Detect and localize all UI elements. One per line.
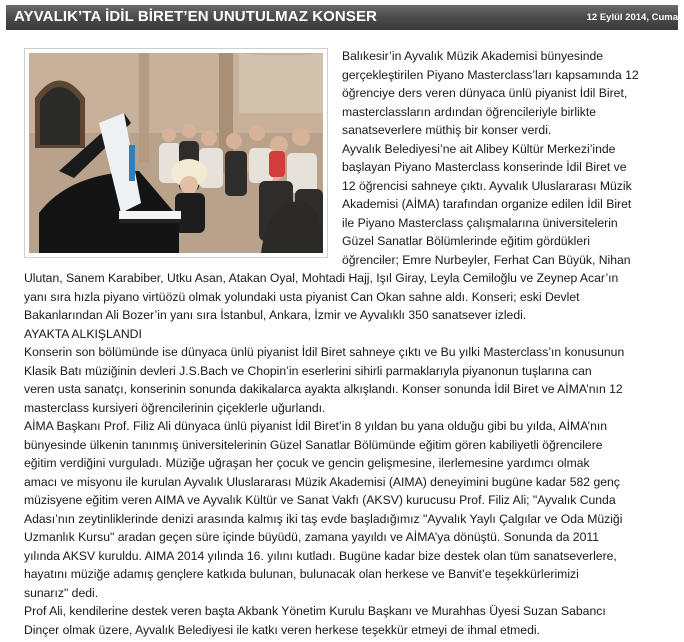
article-line: ile Piyano Masterclass çalışmalarına üniversitelerin — [342, 215, 618, 230]
article-line: müzisyene eğitim veren AIMA ve Ayvalık Kültür ve Sanat Vakfı (AKSV) kurucusu Prof. Filiz Ali; "Ayvalık Cunda — [24, 493, 616, 507]
article-line: öğrenciye ders veren dünyaca ünlü piyanist İdil Biret, — [342, 86, 628, 100]
article-line: gerçekleştirilen Piyano Masterclass’ları kapsamında 12 — [342, 67, 639, 82]
article-line: sunarız" dedi. — [24, 585, 99, 600]
article-line: Ayvalık Belediyesi’ne ait Alibey Kültür Merkezi’inde — [342, 141, 616, 156]
article-line: başlayan Piyano Masterclass konserinde İdil Biret ve — [342, 160, 627, 174]
article-line: Prof Ali, kendilerine destek veren başta Akbank Yönetim Kurulu Başkanı ve Murahhas Üyesi Suzan Sabancı — [24, 604, 606, 618]
article-line: hayatını müziğe adamış gençlere katkıda bulunan, bulunacak olan herkese ve Banvit’e teşekkürlerimizi — [24, 567, 579, 581]
article-line: AİMA Başkanı Prof. Filiz Ali dünyaca ünlü piyanist İdil Biret’in 8 yıldan bu yana olduğu gibi bu yılda, AİMA’nın — [24, 419, 608, 433]
article-line: Uzmanlık Kursu" aradan geçen süre içinde büyüdü, zamana yayıldı ve AİMA’ya dönüştü. Sonunda da 2011 — [24, 530, 600, 544]
article-line: öğrenciler; Emre Nurbeyler, Ferhat Can Büyük, Nihan — [342, 252, 631, 267]
article-line: sanatseverlere müthiş bir konser verdi. — [342, 123, 552, 137]
article-line: Konserin son bölümünde ise dünyaca ünlü piyanist İdil Biret sahneye çıktı ve Bu yılki Masterclass’ın konusunun — [24, 345, 625, 359]
article-line: Güzel Sanatlar Bölümlerinde eğitim gördükleri — [342, 234, 590, 248]
article-line: bünyesinde ülkenin tanınmış üniversitelerinin Güzel Sanatlar Bölümünde eğitim gören kabiliyetli öğrencilere — [24, 437, 603, 452]
article-line: Dinçer olmak üzere, Ayvalık Belediyesi ile katkı veren herkese teşekkür etmeyi de ihmal etmedi. — [24, 622, 540, 637]
section-heading: AYAKTA ALKIŞLANDI — [24, 326, 142, 341]
article-line: masterclassların ardından öğrencileriyle birlikte — [342, 104, 597, 119]
article-line: Akademisi (AİMA) tarafından organize edilen İdil Biret — [342, 197, 632, 211]
article-line: Adası’nın zeytinliklerinde denizi arasında kalmış iki taş evde başladığımız "Ayvalık Yaylı Çalgılar ve Oda Müziği — [24, 511, 623, 526]
article-line: yılında AKSV kuruldu. AIMA 2014 yılında 16. yılını kutladı. Bugüne kadar bize destek olan tüm sanatseverlere, — [24, 548, 617, 563]
article-line: yanı sıra hızla piyano virtüözü olmak yolundaki usta piyanist Can Okan sahne aldı. Konseri; eski Devlet — [24, 289, 580, 304]
article-line: Klasik Batı müziğinin devleri J.S.Bach ve Chopin’in eserlerini sihirli parmaklarıyla piyanonun tuşlarına can — [24, 363, 592, 378]
article-line: eğitim verdiğini vurguladı. Müziğe uğraşan her çocuk ve gencin gelişmesine, ilerlemesine yardımcı olmak — [24, 456, 590, 470]
article-title: AYVALIK’TA İDİL BİRET’EN UNUTULMAZ KONSER — [14, 8, 377, 25]
article-date: 12 Eylül 2014, Cuma — [586, 12, 678, 23]
article-line: Ulutan, Sanem Karabiber, Utku Asan, Atakan Oyal, Mohtadi Hajj, Işıl Giray, Leyla Cemiloğlu ve Zeynep Acar’ın — [24, 271, 619, 285]
article-line: Balıkesir’in Ayvalık Müzik Akademisi bünyesinde — [342, 49, 604, 63]
article-line: veren usta sanatçı, konserinin sonunda dakikalarca ayakta alkışlandı. Konser sonunda İdil Biret ve AİMA’nın 12 — [24, 382, 623, 396]
article-line: masterclass kursiyeri öğrencilerinin çiçeklerle uğurlandı. — [24, 400, 326, 415]
article-line: 12 öğrencisi sahneye çıktı. Ayvalık Uluslararası Müzik — [342, 178, 632, 193]
article-line: Bakanlarından Ali Bozer’in yanı sıra İstanbul, Ankara, İzmir ve Ayvalıklı 350 sanatsever izledi. — [24, 308, 527, 322]
article-line: amacı ve misyonu ile kurulan Ayvalık Uluslararası Müzik Akademisi (AIMA) deneyimini bugüne kadar 582 genç — [24, 474, 620, 489]
